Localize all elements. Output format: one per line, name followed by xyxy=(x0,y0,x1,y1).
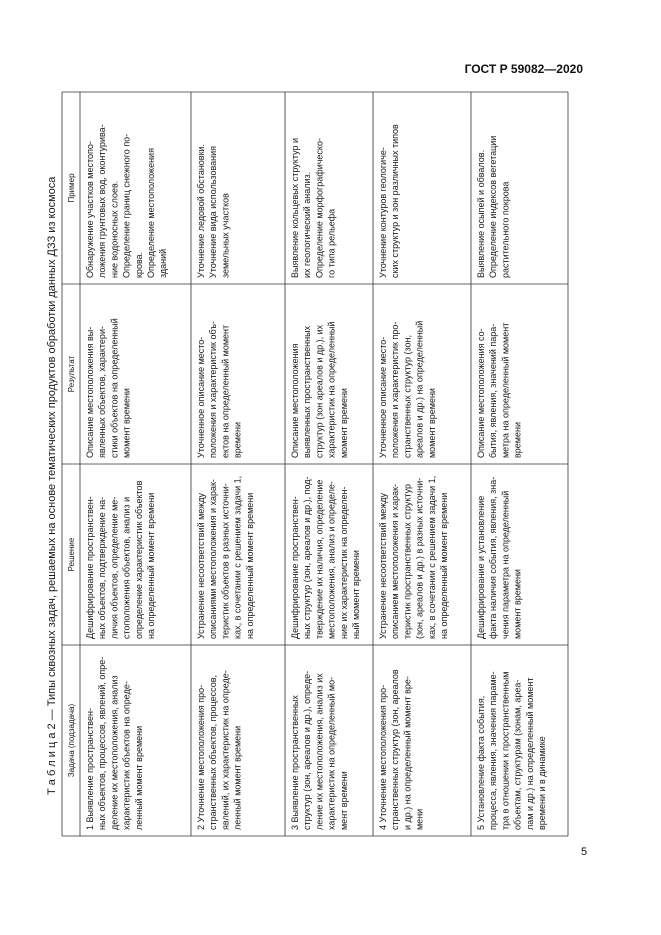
table-cell-task xyxy=(85,657,144,830)
cell-line: момент времени xyxy=(338,388,349,458)
table-header-row xyxy=(67,173,76,777)
cell-line: 4 Уточнение местоположения про- xyxy=(378,684,388,830)
table-caption: Т а б л и ц а 2 — Типы сквозных задач, решаемых на основе тематических продуктов обработки данных ДЗЗ из космоса xyxy=(46,176,58,795)
cell-line: Устранение несоответствий между xyxy=(378,493,388,639)
table-cell-solution xyxy=(196,476,255,639)
cell-line: Описание местоположения со- xyxy=(476,328,486,458)
cell-line: странственных объектов, процессов, xyxy=(208,675,219,830)
cell-line: времени и в динамике xyxy=(537,736,547,830)
cell-line: ление их местоположения, анализ их xyxy=(314,673,325,830)
header-solution-column: Решение xyxy=(67,537,76,572)
cell-line: личия объектов, определение ме- xyxy=(109,496,120,639)
cell-line: (зон, ареалов и др.) в разных источни- xyxy=(414,477,425,639)
cell-line: характеристик объектов на опреде- xyxy=(121,681,132,830)
cell-line: на определенный момент времени xyxy=(244,492,255,639)
table-cell-result xyxy=(85,318,132,458)
table-cell-task xyxy=(290,671,349,830)
cell-line: Определение местоположения xyxy=(146,148,156,278)
table-cell-solution xyxy=(476,477,523,639)
table-cell-example xyxy=(85,124,168,278)
cell-line: теристик объектов в разных источни- xyxy=(220,483,231,639)
cell-line: ных объектов, процессов, явлений, опре- xyxy=(97,656,108,830)
cell-line: положения и характеристик про- xyxy=(390,321,401,458)
cell-line: факта наличия события, явления, зна- xyxy=(488,476,499,639)
cell-line: Устранение несоответствий между xyxy=(196,493,206,639)
cell-line: момент времени xyxy=(121,388,132,458)
document-code: ГОСТ Р 59082—2020 xyxy=(464,62,583,76)
table-cell-task xyxy=(378,669,425,830)
table-row xyxy=(378,124,449,830)
cell-line: ских структур и зон различных типов xyxy=(390,124,401,278)
table-cell-result xyxy=(476,323,523,458)
cell-line: положения и характеристик объ- xyxy=(208,321,219,458)
cell-line: 1 Выявление пространствен- xyxy=(85,708,95,830)
cell-line: ках, в сочетании с решением задачи 1, xyxy=(426,475,437,639)
table-cell-example xyxy=(196,144,230,278)
cell-line: Дешифрирование и установление xyxy=(476,495,486,639)
cell-line: лам и др.) на определенный момент xyxy=(524,677,535,830)
table-cell-task xyxy=(476,671,547,830)
cell-line: ленный момент времени xyxy=(133,725,144,830)
cell-line: деление их местоположения, анализ xyxy=(109,675,120,830)
table-cell-solution xyxy=(378,476,449,639)
cell-line: момент времени xyxy=(426,388,437,458)
table-cell-solution xyxy=(85,480,156,639)
cell-line: определение характеристик объектов xyxy=(133,480,144,639)
table-cell-result xyxy=(378,321,437,458)
cell-line: Уточнение контуров геологиче- xyxy=(378,147,388,278)
cell-line: 5 Установление факта события, xyxy=(476,695,486,830)
cell-line: Описание местоположения вы- xyxy=(85,326,95,458)
table-cell-solution xyxy=(290,476,361,639)
cell-line: растительного покрова xyxy=(500,181,511,278)
cell-line: явлений, их характеристик на опреде- xyxy=(220,670,231,830)
cell-line: крова. xyxy=(133,251,144,278)
cell-line: Обнаружение участков местопо- xyxy=(85,141,95,278)
cell-line: ках, в сочетании с решением задачи 1, xyxy=(232,475,243,639)
cell-line: Дешифрирование пространствен- xyxy=(85,496,95,639)
cell-line: явленных объектов, характери- xyxy=(97,326,108,458)
table-row xyxy=(290,138,361,830)
cell-line: стоположения объектов, анализ и xyxy=(121,496,132,639)
cell-line: времени xyxy=(512,422,523,458)
cell-line: ние водоносных слоев. xyxy=(109,180,120,278)
cell-line: ленный момент времени xyxy=(232,725,243,830)
cell-line: характеристик на определенный xyxy=(326,321,337,458)
table-row xyxy=(476,136,547,830)
cell-line: Описание местоположения xyxy=(290,343,300,458)
cell-line: стики объектов на определенный xyxy=(109,318,120,458)
cell-line: структур (зон, ареалов и др.), опреде- xyxy=(302,670,313,830)
cell-line: описанием местоположения и харак- xyxy=(390,483,401,639)
cell-line: странственных структур (зон, ареалов xyxy=(390,669,401,830)
cell-line: тра в отношении к пространственным xyxy=(500,671,511,830)
table-cell-result xyxy=(196,321,243,458)
cell-line: их геологический анализ. xyxy=(302,171,313,278)
cell-line: времени xyxy=(232,422,243,458)
cell-line: Уточнение ледовой обстановки. xyxy=(196,143,206,278)
cell-line: на определенный момент времени xyxy=(146,492,156,639)
cell-line: 2 Уточнение местоположения про- xyxy=(196,684,206,830)
cell-line: структур (зон ареалов и др.), их xyxy=(314,324,325,458)
cell-line: объектам, структурам (зонам, ареа- xyxy=(512,679,523,830)
cell-line: ареалов и др.) на определенный xyxy=(414,320,425,458)
table-row xyxy=(85,124,168,830)
cell-line: и др.) на определенный момент вре- xyxy=(402,676,413,830)
cell-line: характеристик на определенный мо- xyxy=(326,676,337,830)
header-example-column: Пример xyxy=(67,173,76,203)
header-task-column: Задача (подзадача) xyxy=(67,703,76,778)
table-cell-result xyxy=(290,322,349,458)
cell-line: Выявление кольцевых структур и xyxy=(290,138,300,278)
cell-line: Уточненное описание место- xyxy=(196,336,206,458)
cell-line: Уточненное описание место- xyxy=(378,336,388,458)
cell-line: теристик пространственных структур xyxy=(402,483,413,639)
cell-line: зданий xyxy=(158,248,169,278)
cell-line: мени xyxy=(414,808,425,830)
cell-line: 3 Выявление пространственных xyxy=(290,695,300,830)
cell-line: мент времени xyxy=(338,771,349,830)
table-cell-task xyxy=(196,670,243,830)
cell-line: странственных структур (зон, xyxy=(402,334,413,458)
cell-line: метра на определенный момент xyxy=(500,322,511,458)
cell-line: ектов на определенный момент xyxy=(220,324,231,458)
table-row xyxy=(196,144,255,830)
cell-line: Определение морфографическо- xyxy=(314,138,325,278)
cell-line: го типа рельефа xyxy=(326,208,337,278)
page-number: 5 xyxy=(581,846,588,858)
table-body xyxy=(85,124,547,830)
table-cell-example xyxy=(378,124,400,278)
cell-line: выявленных пространственных xyxy=(302,325,313,458)
cell-line: ных объектов, подтверждение на- xyxy=(97,496,108,639)
header-result-column: Результат xyxy=(67,355,76,393)
cell-line: тверждение их наличия, определение xyxy=(314,479,325,639)
table-cell-example xyxy=(290,138,337,278)
cell-line: ложения грунтовых вод, оконтурива- xyxy=(97,124,108,278)
cell-line: процесса, явления, значения параме- xyxy=(488,671,499,830)
cell-line: ных структур (зон, ареалов и др.), под- xyxy=(302,476,313,639)
cell-line: земельных участков xyxy=(220,193,231,278)
cell-line: на определенный момент времени xyxy=(439,492,449,639)
table-cell-example xyxy=(476,136,510,278)
cell-line: описаниями местоположения и харак- xyxy=(208,479,219,639)
cell-line: Выявление осыпей и обвалов. xyxy=(476,149,486,278)
cell-line: Определение границ снежного по- xyxy=(121,133,132,278)
cell-line: местоположения, анализ и определе- xyxy=(326,481,337,639)
cell-line: Дешифрирование пространствен- xyxy=(290,496,300,639)
cell-line: чения параметра на определенный xyxy=(500,490,511,639)
cell-line: ние их характеристик на определен- xyxy=(338,486,349,639)
cell-line: момент времени xyxy=(512,569,523,639)
cell-line: Уточнение вида использования xyxy=(208,145,219,278)
cell-line: Определение индексов вегетации xyxy=(488,135,499,278)
cell-line: бытия, явления, значений пара- xyxy=(488,323,499,458)
cell-line: ный момент времени xyxy=(351,550,361,639)
